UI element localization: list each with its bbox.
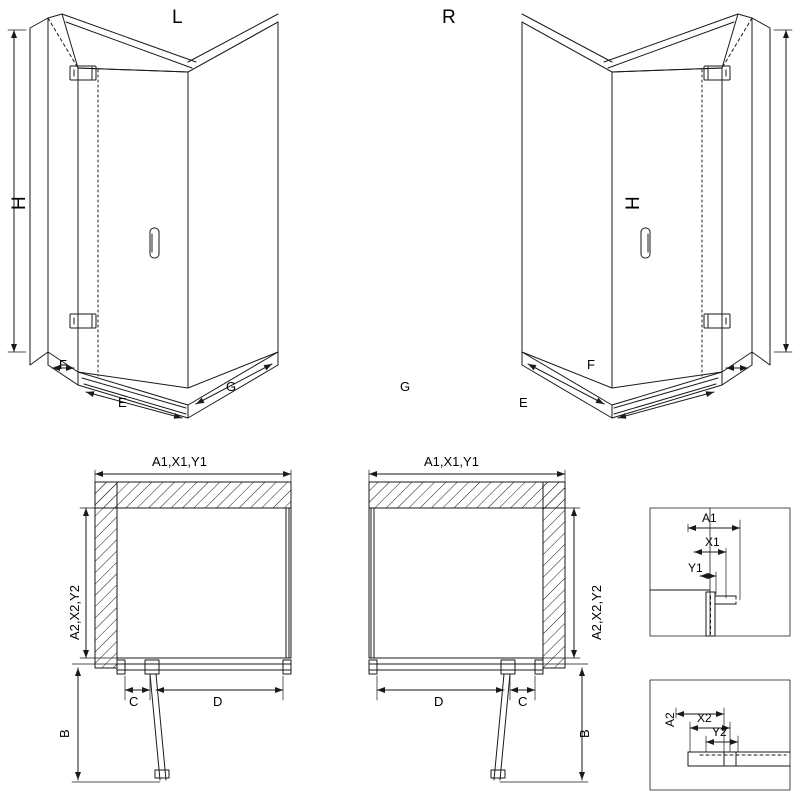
detail-bottom-dim-a2: A2 (663, 712, 677, 727)
plan-left-top-dim: A1,X1,Y1 (152, 454, 207, 469)
detail-top (650, 508, 790, 636)
iso-right-front-label: F (587, 357, 595, 372)
plan-left-dim-b: B (57, 729, 72, 738)
plan-right-dim-b: B (577, 729, 592, 738)
iso-left-door-base-label: E (118, 395, 127, 410)
iso-left-title: L (172, 7, 183, 28)
iso-right-side-base-label: G (400, 379, 411, 394)
plan-right-top-dim: A1,X1,Y1 (424, 454, 479, 469)
plan-right-side-dim: A2,X2,Y2 (589, 585, 604, 640)
plan-left-dim-c: C (129, 694, 139, 709)
iso-right-title: R (442, 7, 456, 28)
detail-top-dim-x1: X1 (705, 535, 720, 549)
iso-left-side-base-label: G (226, 379, 237, 394)
plan-right-dim-c: C (518, 694, 528, 709)
plan-view-right (369, 470, 588, 782)
detail-bottom-dim-x2: X2 (697, 711, 712, 725)
iso-left-front-label: F (59, 357, 67, 372)
detail-top-dim-y1: Y1 (688, 561, 703, 575)
detail-top-dim-a1: A1 (702, 511, 717, 525)
plan-view-left (72, 470, 291, 782)
iso-view-left (8, 14, 278, 418)
plan-right-dim-d: D (434, 694, 444, 709)
detail-bottom-dim-y2: Y2 (712, 725, 727, 739)
iso-right-door-base-label: E (519, 395, 528, 410)
plan-left-side-dim: A2,X2,Y2 (67, 585, 82, 640)
plan-left-dim-d: D (213, 694, 223, 709)
iso-left-height-label: H (9, 196, 30, 210)
iso-view-right (522, 14, 792, 418)
iso-right-height-label: H (623, 196, 644, 210)
